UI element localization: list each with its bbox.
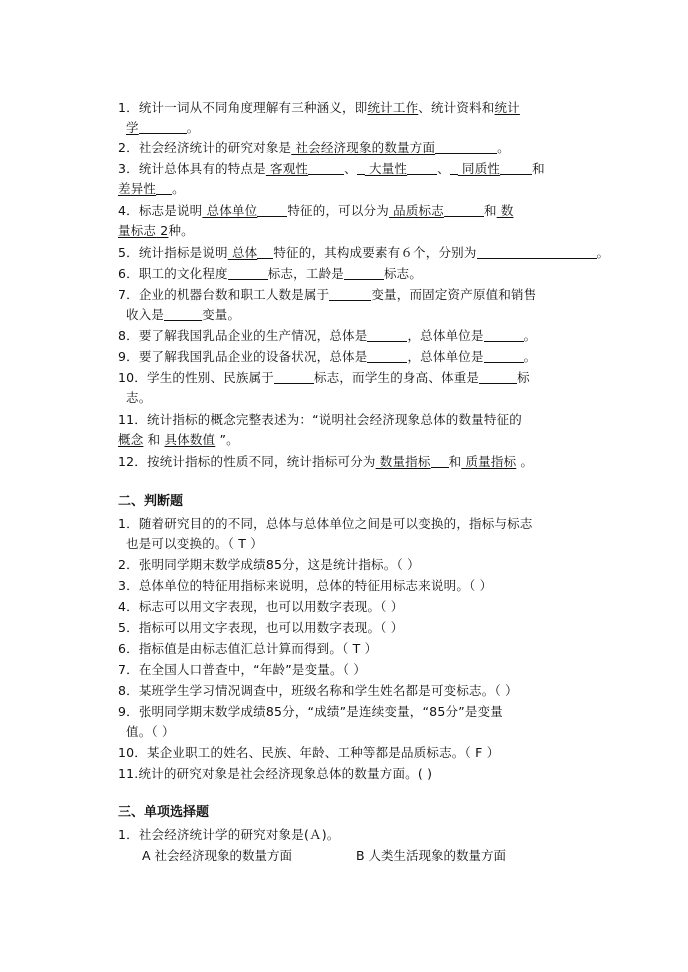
- judge-q4: 4．标志可以用文字表现，也可以用数字表现。（ ）: [118, 599, 404, 614]
- answer: 同质性: [457, 161, 501, 176]
- blank: [357, 161, 365, 175]
- blank: [431, 454, 449, 468]
- text: 、: [344, 161, 357, 176]
- blank: [156, 181, 172, 195]
- blank: [257, 245, 273, 259]
- blank: [367, 328, 407, 342]
- text: 和: [143, 432, 165, 447]
- fill-q1: [118, 98, 658, 118]
- fill-q10: [118, 368, 658, 388]
- text: 标: [517, 370, 530, 385]
- text: 。: [516, 454, 534, 469]
- fill-q4: [118, 201, 658, 221]
- blank: [228, 266, 268, 280]
- judge-q9-cont: 值。（ ）: [126, 724, 175, 739]
- blank: [500, 161, 532, 175]
- answer: 统计: [494, 100, 520, 115]
- fill-q11: [118, 410, 658, 430]
- blank: [477, 245, 597, 259]
- answer: 具体数值: [164, 432, 216, 447]
- fill-q5: [118, 243, 658, 263]
- text: 种。: [168, 223, 194, 238]
- blank: [484, 328, 524, 342]
- judge-q8: 8．某班学生学习情况调查中，班级名称和学生姓名都是可变标志。（ ）: [118, 683, 518, 698]
- text: 8．要了解我国乳品企业的生产情况，总体是: [118, 328, 368, 343]
- fill-q3-cont: [118, 179, 658, 199]
- text: ，总体单位是: [407, 349, 484, 364]
- text: 标志，而学生的身高、体重是: [314, 370, 480, 385]
- fill-q3: [118, 159, 658, 179]
- answer: 2: [156, 223, 169, 238]
- answer: 质量指标: [461, 454, 517, 469]
- blank: [308, 161, 344, 175]
- blank: [407, 161, 437, 175]
- text: 5．统计指标是说明: [118, 245, 228, 260]
- judge-q6: 6．指标值是由标志值汇总计算而得到。（ T ）: [118, 641, 378, 656]
- text: 和: [532, 161, 545, 176]
- text: ”。: [215, 432, 239, 447]
- text: 和: [448, 454, 462, 469]
- answer: 品质标志: [388, 203, 444, 218]
- text: 。: [596, 245, 610, 260]
- blank: [164, 307, 202, 321]
- blank: [450, 161, 458, 175]
- blank: [444, 203, 484, 217]
- answer: 概念: [118, 432, 144, 447]
- answer: 数: [496, 203, 514, 218]
- text: ，总体单位是: [407, 328, 484, 343]
- text: 。: [497, 140, 510, 155]
- answer: 统计工作: [367, 100, 419, 115]
- choice-q1: 1．社会经济统计学的研究对象是(Ａ)。: [118, 827, 340, 842]
- fill-q8: [118, 326, 658, 346]
- fill-q9: [118, 347, 658, 367]
- blank: [274, 370, 314, 384]
- text: 。: [523, 328, 537, 343]
- judge-q3: 3．总体单位的特征用指标来说明，总体的特征用标志来说明。（ ）: [118, 578, 493, 593]
- text: 2．社会经济统计的研究对象是: [118, 140, 292, 155]
- answer: 数量指标: [375, 454, 431, 469]
- choice-option-a: A 社会经济现象的数量方面: [142, 848, 293, 863]
- text: 6．职工的文化程度: [118, 266, 228, 281]
- blank: [329, 287, 371, 301]
- choice-option-b: B 人类生活现象的数量方面: [356, 848, 507, 863]
- text: 。: [172, 181, 185, 196]
- section-title-judge: 二、判断题: [118, 494, 184, 509]
- section-title-choice: 三、单项选择题: [118, 805, 210, 820]
- fill-q11-cont: [118, 430, 658, 450]
- text: 、: [437, 161, 450, 176]
- text: 特征的，其构成要素有６个，分别为: [273, 245, 477, 260]
- text: 、统计资料和: [418, 100, 495, 115]
- judge-q10: 10．某企业职工的姓名、民族、年龄、工种等都是品质标志。（ F ）: [118, 745, 500, 760]
- judge-q9: 9．张明同学期末数学成绩85分，“成绩”是连续变量，“85分”是变量: [118, 704, 503, 719]
- judge-q1-cont: 也是可以变换的。（ T ）: [126, 536, 263, 551]
- fill-q2: [118, 138, 658, 158]
- judge-q11: 11.统计的研究对象是社会经济现象总体的数量方面。( ): [118, 766, 433, 781]
- text: 变量。: [202, 307, 241, 322]
- text: 变量，而固定资产原值和销售: [371, 287, 537, 302]
- blank: [367, 349, 407, 363]
- text: 特征的，可以分为: [287, 203, 389, 218]
- text: 。: [523, 349, 537, 364]
- judge-q7: 7．在全国人口普查中，“年龄”是变量。（ ）: [118, 662, 367, 677]
- answer: 总体单位: [202, 203, 258, 218]
- text: 4．标志是说明: [118, 203, 203, 218]
- text: 志。: [126, 390, 152, 405]
- answer: 差异性: [118, 181, 157, 196]
- answer: 社会经济现象的数量方面: [291, 140, 436, 155]
- fill-q7: [118, 285, 658, 305]
- blank: [257, 203, 287, 217]
- answer: 客观性: [265, 161, 309, 176]
- fill-q4-cont: [118, 221, 658, 241]
- text: 12．按统计指标的性质不同，统计指标可分为: [118, 454, 376, 469]
- fill-q10-cont: [126, 388, 666, 408]
- blank: [139, 120, 187, 134]
- fill-q1-cont: [126, 118, 666, 138]
- answer: 学: [126, 120, 139, 135]
- blank: [435, 140, 497, 154]
- text: 9．要了解我国乳品企业的设备状况，总体是: [118, 349, 368, 364]
- fill-q6: [118, 264, 658, 284]
- text: 标志。: [383, 266, 423, 281]
- text: 。: [186, 120, 200, 135]
- text: 11．统计指标的概念完整表述为：“说明社会经济现象总体的数量特征的: [118, 412, 522, 427]
- text: 3．统计总体具有的特点是: [118, 161, 266, 176]
- text: 10．学生的性别、民族属于: [118, 370, 275, 385]
- fill-q7-cont: [126, 305, 666, 325]
- answer: 量标志: [118, 223, 157, 238]
- judge-q2: 2．张明同学期末数学成绩85分，这是统计指标。（ ）: [118, 557, 420, 572]
- text: 收入是: [126, 307, 165, 322]
- judge-q5: 5．指标可以用文字表现，也可以用数字表现。（ ）: [118, 620, 404, 635]
- fill-q12: [118, 452, 658, 472]
- blank: [344, 266, 384, 280]
- answer: 大量性: [364, 161, 408, 176]
- judge-q1: 1．随着研究目的的不同，总体与总体单位之间是可以变换的，指标与标志: [118, 516, 533, 531]
- blank: [484, 349, 524, 363]
- text: 7．企业的机器台数和职工人数是属于: [118, 287, 330, 302]
- text: 1．统计一词从不同角度理解有三种涵义，即: [118, 100, 368, 115]
- text: 标志，工龄是: [267, 266, 344, 281]
- text: 和: [483, 203, 497, 218]
- blank: [479, 370, 517, 384]
- answer: 总体: [227, 245, 258, 260]
